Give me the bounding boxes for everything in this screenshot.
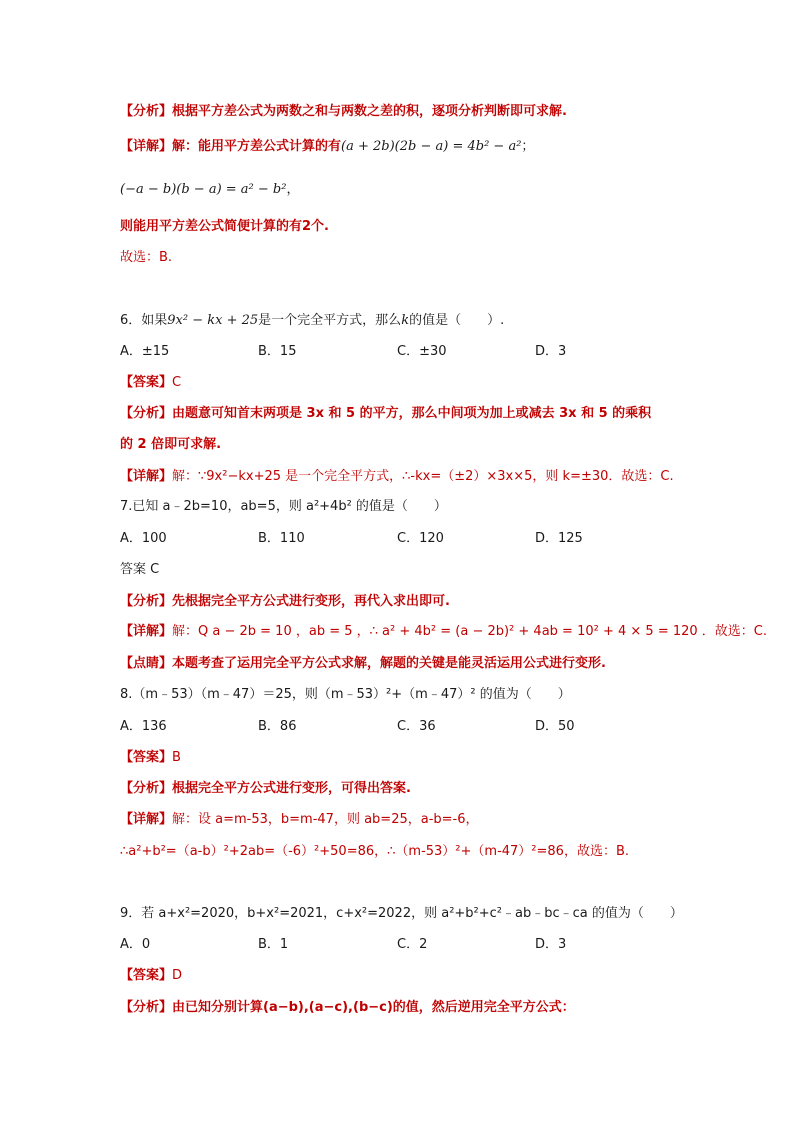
detail-text: 解：∵9x²−kx+25 是一个完全平方式，∴-kx=（±2）×3x×5，则 k=±30．故选：C. — [172, 469, 674, 484]
q8-detail-line — [120, 811, 479, 829]
q5-formula-line — [120, 181, 299, 199]
q8-option-d: D．50 — [535, 719, 575, 734]
detail-label: 【详解】 — [120, 469, 173, 484]
q6-stem-formula: 9x² − kx + 25 — [167, 313, 259, 328]
q7-detail-line — [120, 623, 767, 641]
analysis-label: 【分析】 — [120, 406, 173, 421]
q5-choice: 故选：B. — [120, 250, 173, 265]
q7-option-b: B．110 — [258, 531, 305, 546]
q9-answer — [120, 967, 182, 985]
q6-analysis-line1 — [120, 405, 651, 423]
analysis-label: 【分析】 — [120, 104, 173, 119]
q6-stem — [120, 312, 504, 330]
q6-option-c: C．±30 — [397, 344, 447, 359]
q8-analysis-line — [120, 780, 411, 798]
detail-text: 解：能用平方差公式计算的有 — [172, 139, 342, 154]
analysis-label: 【分析】 — [120, 594, 173, 609]
analysis-text: 根据完全平方公式进行变形，可得出答案. — [172, 781, 411, 796]
analysis-text: 根据平方差公式为两数之和与两数之差的积，逐项分析判断即可求解. — [172, 104, 567, 119]
detail-label: 【详解】 — [120, 812, 173, 827]
q9-stem: 9．若 a+x²=2020，b+x²=2021，c+x²=2022，则 a²+b²+c²﹣ab﹣bc﹣ca 的值为（ ） — [120, 906, 683, 921]
analysis-label: 【分析】 — [120, 781, 173, 796]
formula-tail: ， — [286, 182, 300, 197]
answer-value: B — [172, 750, 181, 765]
detail-label: 【详解】 — [120, 139, 173, 154]
q6-answer — [120, 374, 181, 392]
q6-option-a: A．±15 — [120, 344, 170, 359]
answer-value: C — [172, 375, 182, 390]
q7-stem: 7.已知 a﹣2b=10，ab=5，则 a²+4b² 的值是（ ） — [120, 499, 447, 514]
answer-label: 【答案】 — [120, 968, 173, 983]
answer-label: 【答案】 — [120, 750, 173, 765]
comment-label: 【点睛】 — [120, 656, 173, 671]
q8-option-c: C．36 — [397, 719, 436, 734]
detail-formula: (a + 2b)(2b − a) = 4b² − a² — [341, 139, 522, 154]
q6-stem-suffix: 的值是（ ）. — [409, 313, 505, 328]
q6-stem-prefix: 6．如果 — [120, 313, 168, 328]
q9-option-c: C．2 — [397, 937, 428, 952]
q6-stem-var: k — [401, 313, 410, 328]
q9-option-d: D．3 — [535, 937, 567, 952]
q7-analysis-line — [120, 593, 450, 611]
detail-text: 解：Q a − 2b = 10 ，ab = 5 ，∴ a² + 4b² = (a − 2b)² + 4ab = 10² + 4 × 5 = 120 ．故选：C. — [172, 624, 767, 639]
detail-text: 解：设 a=m-53，b=m-47，则 ab=25，a-b=-6， — [172, 812, 479, 827]
q9-option-a: A．0 — [120, 937, 151, 952]
analysis-label: 【分析】 — [120, 1000, 173, 1015]
analysis-text: 由已知分别计算(a−b),(a−c),(b−c)的值，然后逆用完全平方公式： — [172, 1000, 575, 1015]
detail-label: 【详解】 — [120, 624, 173, 639]
q8-detail-line2: ∴a²+b²=（a-b）²+2ab=（-6）²+50=86，∴（m-53）²+（m-47）²=86，故选：B. — [120, 844, 629, 859]
detail-separator: ； — [521, 139, 535, 154]
q7-comment-line — [120, 655, 606, 673]
q7-option-c: C．120 — [397, 531, 444, 546]
comment-text: 本题考查了运用完全平方公式求解，解题的关键是能灵活运用公式进行变形. — [172, 656, 606, 671]
q6-option-b: B．15 — [258, 344, 297, 359]
q5-conclusion: 则能用平方差公式简便计算的有2个. — [120, 219, 329, 234]
q8-stem: 8.（m﹣53）（m﹣47）＝25，则（m﹣53）²+（m﹣47）² 的值为（ ） — [120, 687, 571, 702]
q8-answer — [120, 749, 181, 767]
q9-option-b: B．1 — [258, 937, 289, 952]
q6-option-d: D．3 — [535, 344, 567, 359]
q6-detail-line — [120, 468, 674, 486]
formula: (−a − b)(b − a) = a² − b² — [120, 182, 287, 197]
q8-option-b: B．86 — [258, 719, 297, 734]
analysis-text: 由题意可知首末两项是 3x 和 5 的平方，那么中间项为加上或减去 3x 和 5 的乘积 — [172, 406, 652, 421]
answer-value: D — [172, 968, 183, 983]
analysis-text: 先根据完全平方公式进行变形，再代入求出即可. — [172, 594, 450, 609]
q7-option-d: D．125 — [535, 531, 583, 546]
q5-analysis-line — [120, 103, 567, 121]
q8-option-a: A．136 — [120, 719, 167, 734]
answer-label: 【答案】 — [120, 375, 173, 390]
q6-stem-mid: 是一个完全平方式，那么 — [258, 313, 402, 328]
q7-answer: 答案 C — [120, 562, 160, 577]
q9-analysis-line — [120, 999, 575, 1017]
q7-option-a: A．100 — [120, 531, 167, 546]
q5-detail-line — [120, 138, 534, 156]
q6-analysis-line2: 的 2 倍即可求解. — [120, 437, 222, 452]
